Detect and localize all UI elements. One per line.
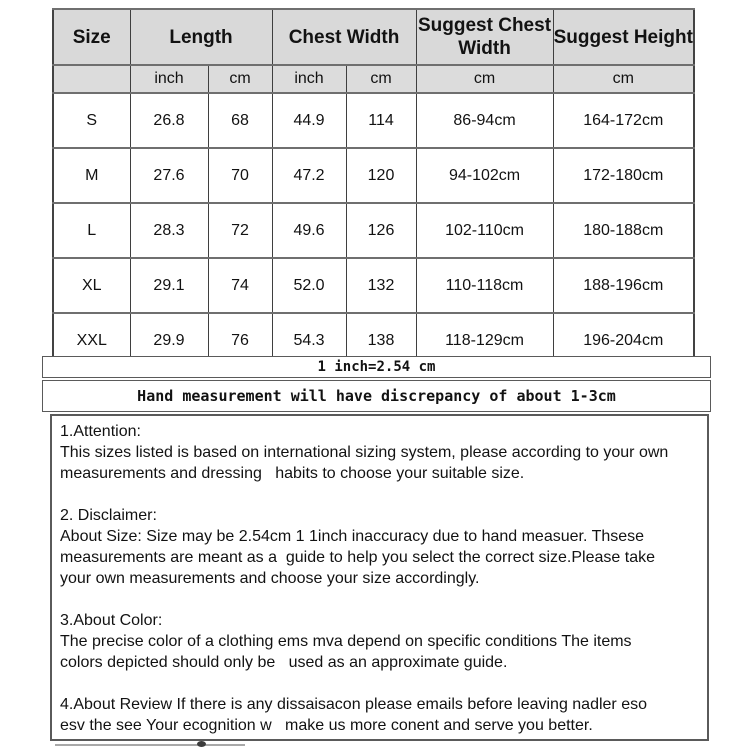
cropped-bottom-line-artifact: [55, 744, 245, 746]
note-line: 1.Attention:: [60, 423, 141, 440]
column-header-chest-width: Chest Width: [272, 9, 416, 65]
unit-cell-length-cm: cm: [208, 65, 272, 93]
size-label: M: [53, 148, 130, 203]
hand-measurement-note: Hand measurement will have discrepancy of about 1-3cm: [42, 380, 711, 412]
inch-conversion-note: 1 inch=2.54 cm: [42, 356, 711, 378]
note-line: About Size: Size may be 2.54cm 1 1inch inaccuracy due to hand measuer. Thsese: [60, 528, 645, 545]
chest-inch-value: 47.2: [272, 148, 346, 203]
size-label: L: [53, 203, 130, 258]
unit-cell-chest-inch: inch: [272, 65, 346, 93]
table-row-s: [53, 93, 694, 148]
length-inch-value: 26.8: [130, 93, 208, 148]
suggest-height-value: 180-188cm: [553, 203, 694, 258]
size-label: S: [53, 93, 130, 148]
chest-cm-value: 114: [346, 93, 416, 148]
unit-cell-chest-cm: cm: [346, 65, 416, 93]
length-inch-value: 29.1: [130, 258, 208, 313]
unit-cell-suggest-chest-cm: cm: [416, 65, 553, 93]
chest-inch-value: 49.6: [272, 203, 346, 258]
suggest-chest-value: 118-129cm: [416, 313, 553, 368]
column-header-suggest-height: Suggest Height: [553, 9, 694, 65]
length-cm-value: 76: [208, 313, 272, 368]
note-line: colors depicted should only be used as an approximate guide.: [60, 654, 508, 671]
chest-inch-value: 54.3: [272, 313, 346, 368]
note-line: 3.About Color:: [60, 612, 163, 629]
chest-cm-value: 120: [346, 148, 416, 203]
unit-cell-suggest-height-cm: cm: [553, 65, 694, 93]
size-chart-table-container: [52, 8, 695, 369]
table-row-xl: [53, 258, 694, 313]
length-cm-value: 72: [208, 203, 272, 258]
unit-cell-size: [53, 65, 130, 93]
suggest-height-value: 164-172cm: [553, 93, 694, 148]
note-line: The precise color of a clothing ems mva depend on specific conditions The items: [60, 633, 632, 650]
note-line: 2. Disclaimer:: [60, 507, 157, 524]
disclaimer-notes-box: [50, 414, 709, 741]
suggest-chest-value: 110-118cm: [416, 258, 553, 313]
suggest-chest-value: 102-110cm: [416, 203, 553, 258]
suggest-height-value: 188-196cm: [553, 258, 694, 313]
note-line: This sizes listed is based on international sizing system, please according to your own: [60, 444, 669, 461]
length-cm-value: 74: [208, 258, 272, 313]
chest-inch-value: 52.0: [272, 258, 346, 313]
note-line: esv the see Your ecognition w make us more conent and serve you better.: [60, 717, 593, 734]
table-row-m: [53, 148, 694, 203]
chest-inch-value: 44.9: [272, 93, 346, 148]
suggest-chest-value: 94-102cm: [416, 148, 553, 203]
note-section-about-color: [60, 610, 699, 673]
table-row-l: [53, 203, 694, 258]
note-line: 4.About Review If there is any dissaisacon please emails before leaving nadler eso: [60, 696, 647, 713]
note-line: measurements and dressing habits to choose your suitable size.: [60, 465, 525, 482]
length-cm-value: 68: [208, 93, 272, 148]
length-inch-value: 29.9: [130, 313, 208, 368]
column-header-size: Size: [53, 9, 130, 65]
note-section-disclaimer: [60, 505, 699, 589]
size-label: XL: [53, 258, 130, 313]
column-header-length: Length: [130, 9, 272, 65]
unit-cell-length-inch: inch: [130, 65, 208, 93]
column-header-suggest-chest-width: Suggest Chest Width: [416, 9, 553, 65]
size-label: XXL: [53, 313, 130, 368]
note-section-about-review: [60, 694, 699, 736]
suggest-chest-value: 86-94cm: [416, 93, 553, 148]
length-cm-value: 70: [208, 148, 272, 203]
table-header-row: [53, 9, 694, 65]
chest-cm-value: 138: [346, 313, 416, 368]
table-unit-row: [53, 65, 694, 93]
suggest-height-value: 172-180cm: [553, 148, 694, 203]
size-chart-table: [52, 8, 695, 369]
cropped-bottom-dot-artifact: [197, 741, 206, 747]
note-line: your own measurements and choose your size accordingly.: [60, 570, 480, 587]
length-inch-value: 28.3: [130, 203, 208, 258]
chest-cm-value: 126: [346, 203, 416, 258]
length-inch-value: 27.6: [130, 148, 208, 203]
chest-cm-value: 132: [346, 258, 416, 313]
suggest-height-value: 196-204cm: [553, 313, 694, 368]
note-line: measurements are meant as a guide to help you select the correct size.Please take: [60, 549, 655, 566]
note-section-attention: [60, 421, 699, 484]
